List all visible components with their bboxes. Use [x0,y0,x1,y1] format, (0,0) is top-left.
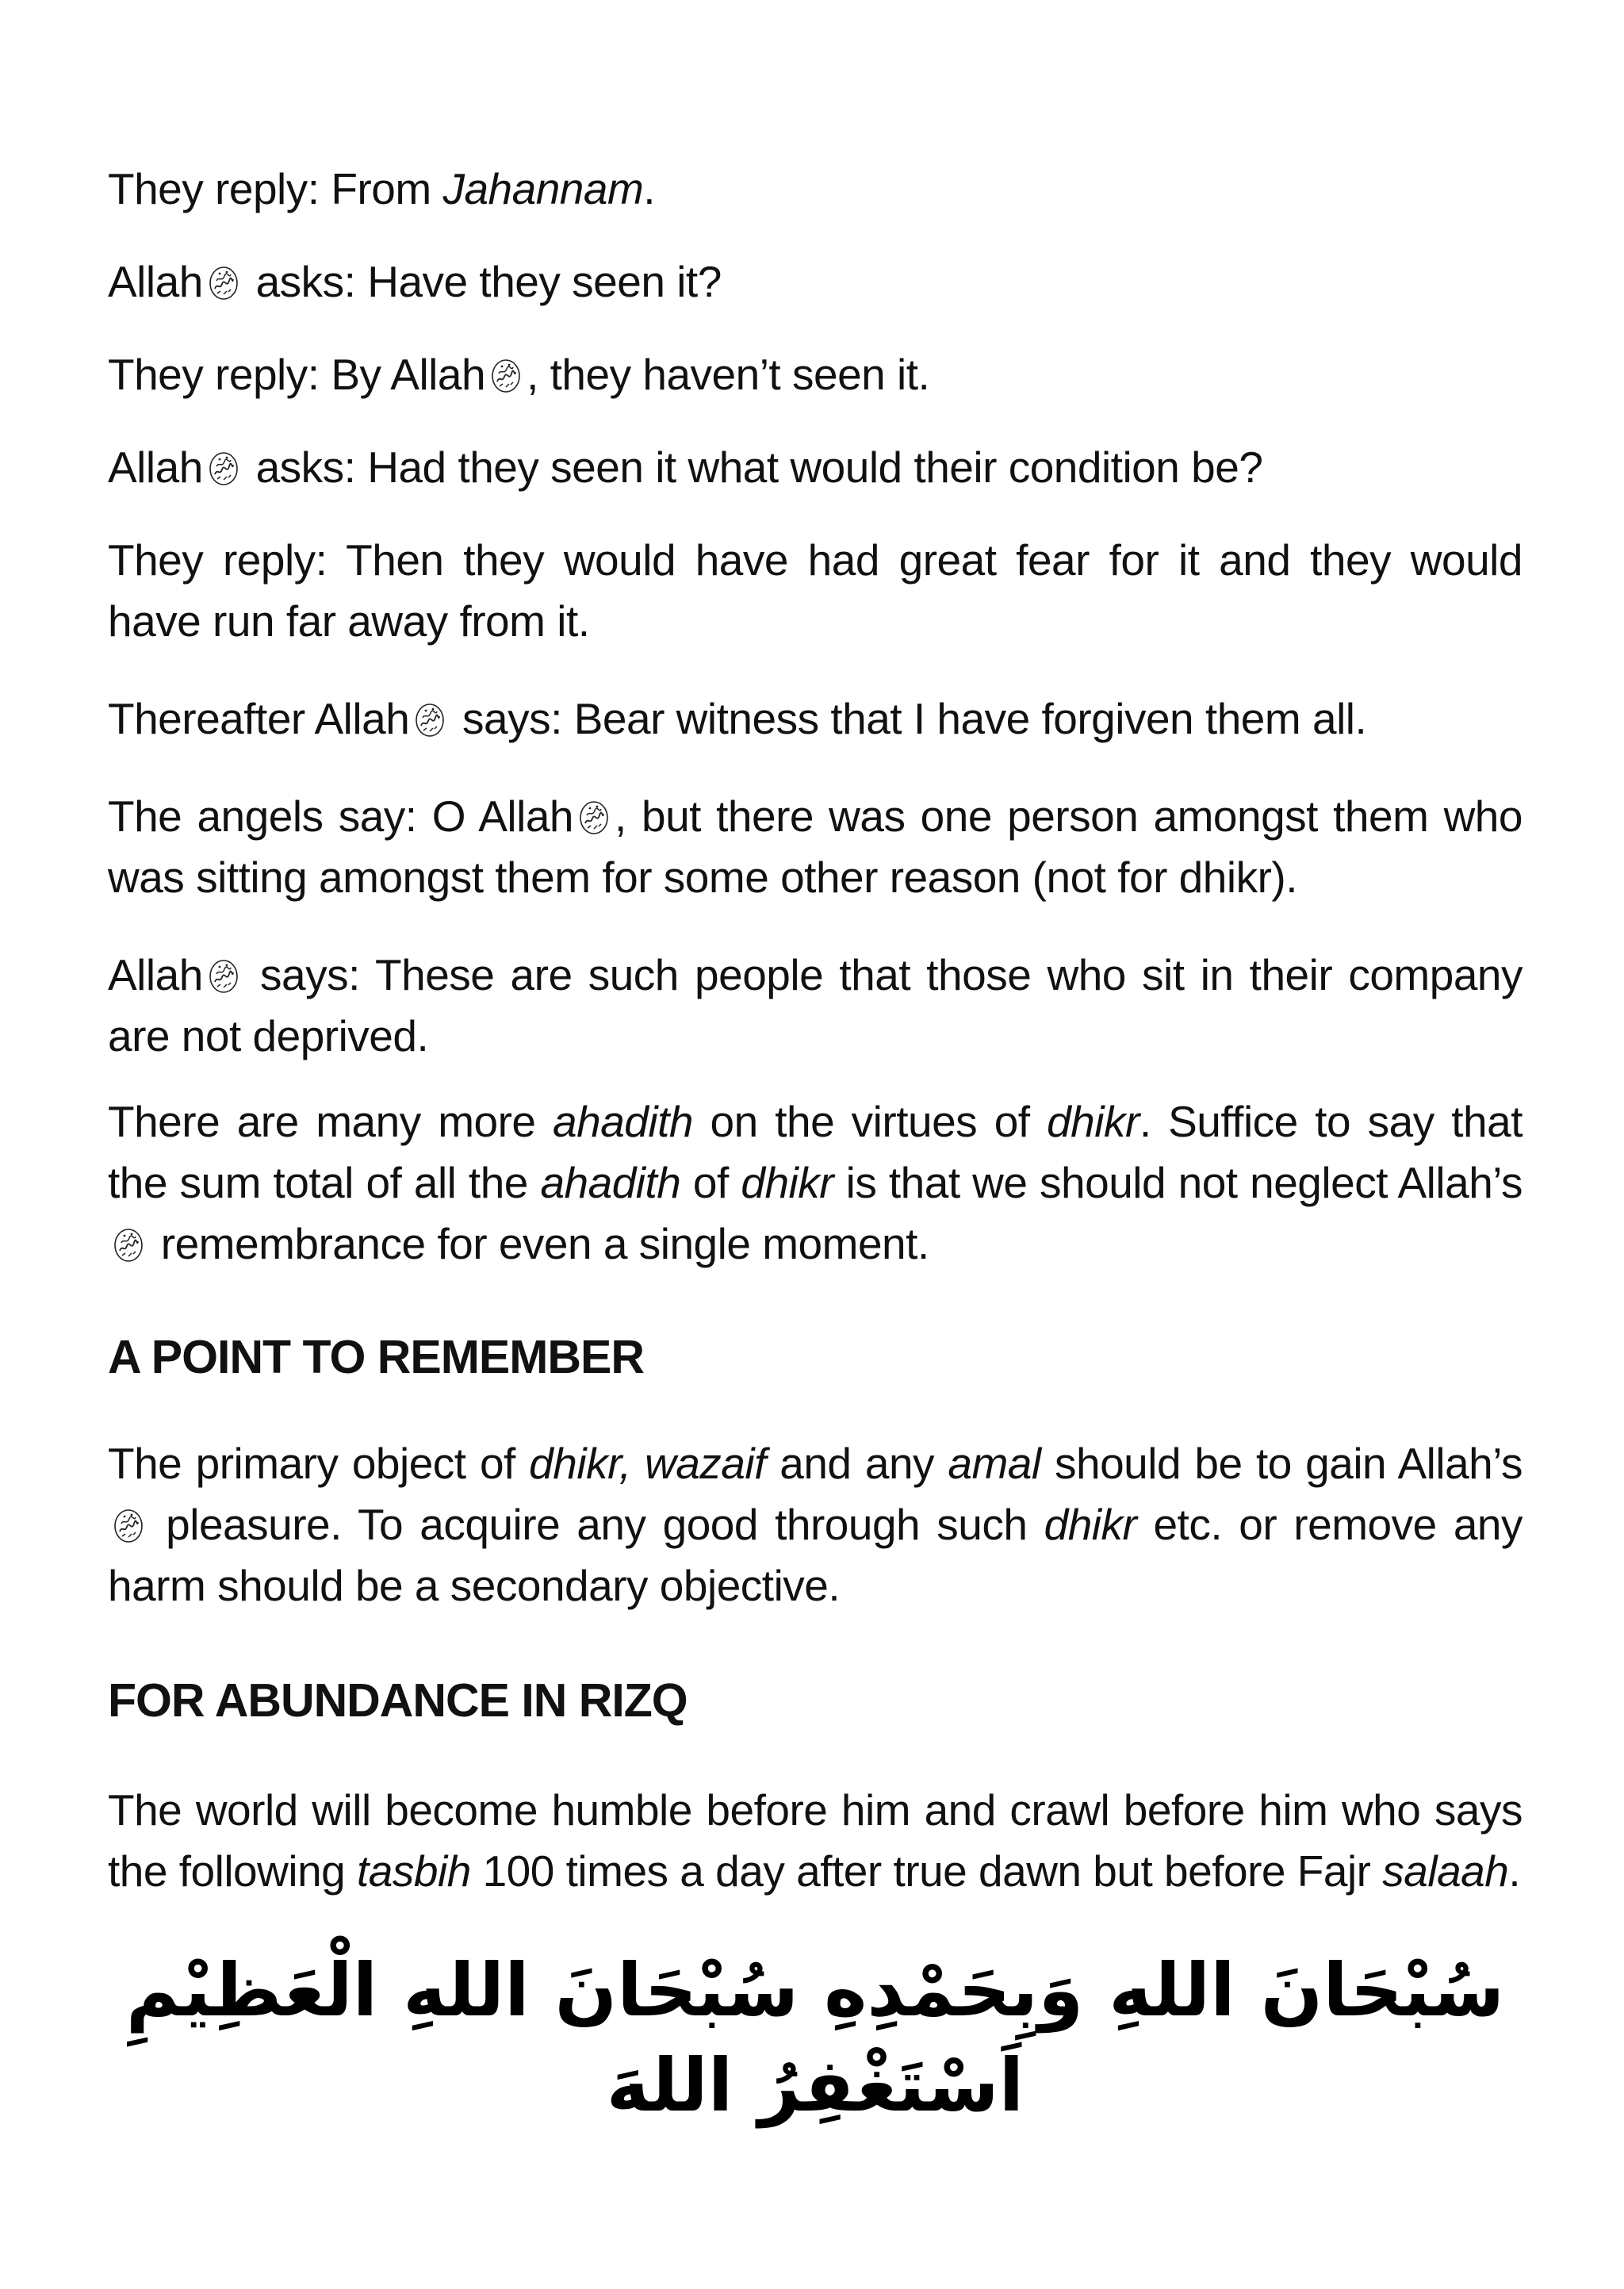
text-run: Thereafter Allah [108,694,410,743]
italic-term: dhikr [1044,1500,1137,1549]
subhanahu-wa-taala-icon [113,1227,144,1263]
paragraph-7 [108,786,1522,908]
subhanahu-wa-taala-icon [490,358,522,394]
section-heading-rizq: FOR ABUNDANCE IN RIZQ [108,1674,688,1727]
text-run: should be to gain Allah’s [1040,1439,1522,1488]
italic-term: dhikr [1047,1097,1139,1146]
text-run: asks: Had they seen it what would their condition be? [243,443,1263,492]
subhanahu-wa-taala-icon [113,1508,144,1544]
italic-term: salaah [1382,1846,1509,1896]
subhanahu-wa-taala-icon [578,799,610,836]
paragraph-9 [108,1091,1522,1275]
text-run: The angels say: O Allah [108,792,574,841]
text-run: . Suffice to say that the sum total of all the [108,1097,1523,1207]
text-run: , they haven’t seen it. [527,350,930,399]
text-run: They reply: Then they would have had great fear for it and they would have run far away from it. [108,535,1522,646]
italic-term: amal [948,1439,1041,1488]
text-run: asks: Have they seen it? [243,257,722,306]
text-run: They reply: From [108,164,443,213]
text-run: pleasure. To acquire any good through such [149,1500,1044,1549]
text-run: . [643,164,656,213]
text-run: etc. or remove any harm should be a secondary objective. [108,1500,1523,1610]
italic-term: Jahannam [442,164,644,213]
text-run: of [680,1158,741,1207]
italic-term: ahadith [540,1158,681,1207]
text-run: remembrance for even a single moment. [149,1219,929,1268]
subhanahu-wa-taala-icon [208,451,239,487]
section-heading-point: A POINT TO REMEMBER [108,1331,644,1383]
text-run: says: These are such people that those who sit in their company are not deprived. [108,950,1522,1060]
document-page [108,159,1522,2134]
italic-term: dhikr, wazaif [529,1439,766,1488]
italic-term: dhikr [741,1158,834,1207]
paragraph-6 [108,688,1522,750]
paragraph-3 [108,344,1522,405]
text-run: They reply: By Allah [108,350,486,399]
text-run: 100 times a day after true dawn but before Fajr [470,1846,1383,1896]
paragraph-10 [108,1433,1522,1616]
paragraph-4 [108,437,1522,498]
text-run: on the virtues of [693,1097,1048,1146]
italic-term: ahadith [553,1097,693,1146]
text-run: Allah [108,257,203,306]
text-run: and any [765,1439,948,1488]
paragraph-2 [108,251,1522,312]
text-run: There are many more [108,1097,553,1146]
subhanahu-wa-taala-icon [414,702,446,738]
arabic-tasbih: سُبْحَانَ اللهِ وَبِحَمْدِهِ سُبْحَانَ اللهِ الْعَظِيْمِ اَسْتَغْفِرُ اللهَ [125,1948,1505,2128]
text-run: Allah [108,443,203,492]
paragraph-1 [108,159,1522,220]
text-run: Allah [108,950,203,999]
text-run: The primary object of [108,1439,530,1488]
subhanahu-wa-taala-icon [208,958,239,995]
subhanahu-wa-taala-icon [208,265,239,301]
paragraph-11 [108,1780,1522,1902]
text-run: , but there was one person amongst them who was sitting amongst them for some other reason (not for dhikr). [108,792,1522,902]
text-run: The world will become humble before him and crawl before him who says the following [108,1785,1522,1896]
text-run: says: Bear witness that I have forgiven them all. [450,694,1367,743]
text-run: . [1508,1846,1521,1896]
text-run: is that we should not neglect Allah’s [833,1158,1523,1207]
paragraph-5 [108,530,1522,652]
paragraph-8 [108,945,1522,1067]
italic-term: tasbih [357,1846,471,1896]
